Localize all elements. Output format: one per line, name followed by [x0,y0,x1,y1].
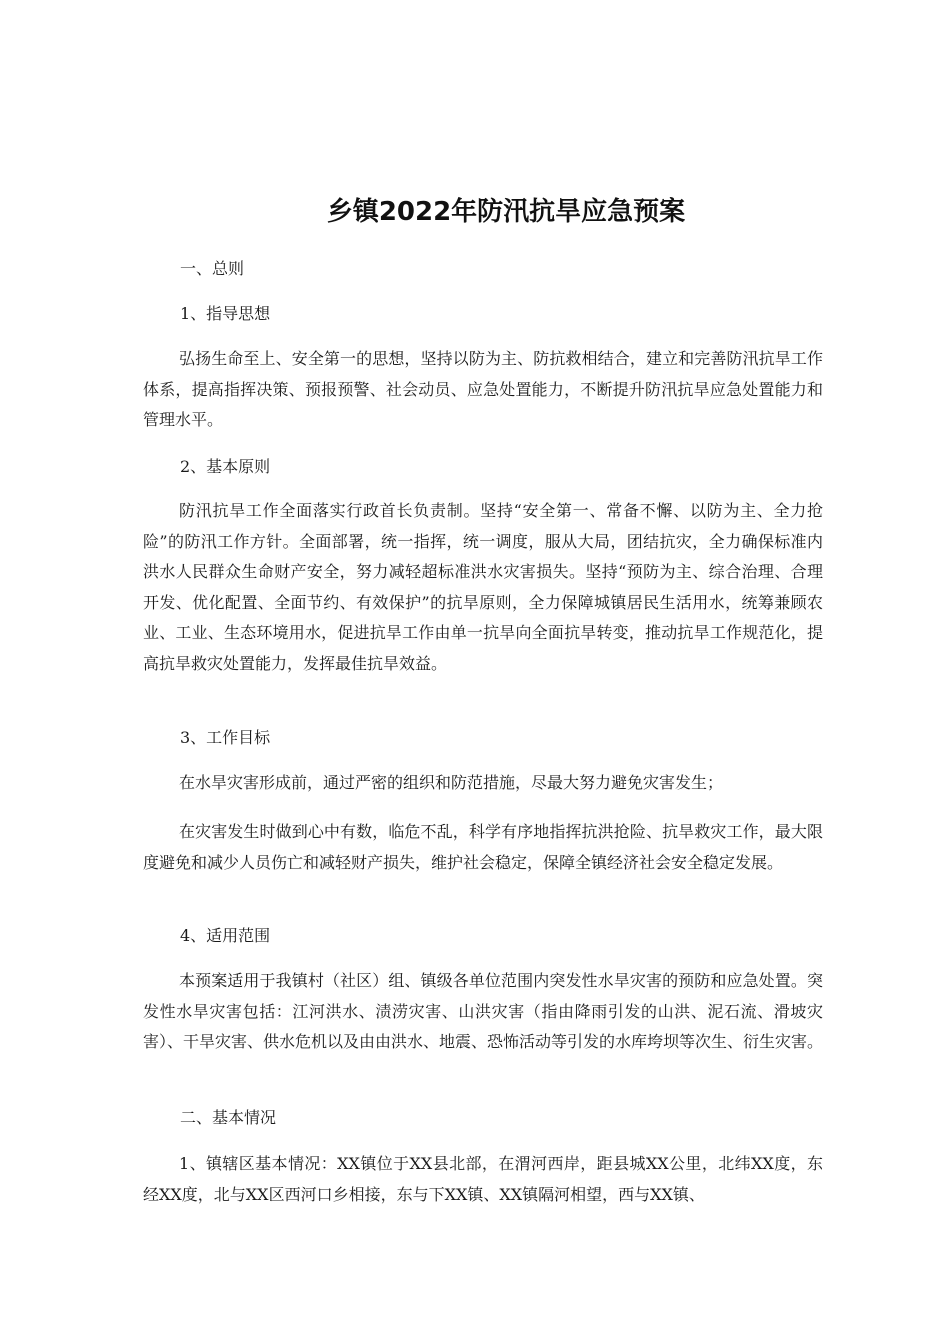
subsection-heading-work-goals: 3、工作目标 [180,728,271,747]
section-heading-general: 一、总则 [180,259,245,278]
subsection-heading-basic-principles: 2、基本原则 [180,457,271,476]
section-heading-basic-situation: 二、基本情况 [180,1108,277,1127]
subsection-heading-guiding-ideology: 1、指导思想 [180,304,271,323]
paragraph-town-situation: 1、镇辖区基本情况：XX镇位于XX县北部，在渭河西岸，距县城XX公里，北纬XX度，东经XX度，北与XX区西河口乡相接，东与下XX镇、XX镇隔河相望，西与XX镇、 [143,1154,823,1204]
paragraph-basic-principles: 防汛抗旱工作全面落实行政首长负责制。坚持“安全第一、常备不懈、以防为主、全力抢险”的防汛工作方针。全面部署，统一指挥，统一调度，服从大局，团结抗灾，全力确保标准内洪水人民群众生命财产安全，努力减轻超标准洪水灾害损失。坚持“预防为主、综合治理、合理开发、优化配置、全面节约、有效保护”的抗旱原则，全力保障城镇居民生活用水，统筹兼顾农业、工业、生态环境用水，促进抗旱工作由单一抗旱向全面抗旱转变，推动抗旱工作规范化，提高抗旱救灾处置能力，发挥最佳抗旱效益。 [143,501,823,673]
paragraph-scope: 本预案适用于我镇村（社区）组、镇级各单位范围内突发性水旱灾害的预防和应急处置。突发性水旱灾害包括：江河洪水、渍涝灾害、山洪灾害（指由降雨引发的山洪、泥石流、滑坡灾害）、干旱灾害、供水危机以及由由洪水、地震、恐怖活动等引发的水库垮坝等次生、衍生灾害。 [143,971,824,1051]
paragraph-goal-before-disaster: 在水旱灾害形成前，通过严密的组织和防范措施，尽最大努力避免灾害发生； [179,773,724,792]
paragraph-guiding-ideology: 弘扬生命至上、安全第一的思想，坚持以防为主、防抗救相结合，建立和完善防汛抗旱工作体系，提高指挥决策、预报预警、社会动员、应急处置能力，不断提升防汛抗旱应急处置能力和管理水平。 [143,349,823,429]
subsection-heading-scope: 4、适用范围 [180,926,271,945]
document-title: 乡镇2022年防汛抗旱应急预案 [326,197,686,227]
paragraph-goal-during-disaster: 在灾害发生时做到心中有数，临危不乱，科学有序地指挥抗洪抢险、抗旱救灾工作，最大限度避免和减少人员伤亡和减轻财产损失，维护社会稳定，保障全镇经济社会安全稳定发展。 [143,822,823,872]
